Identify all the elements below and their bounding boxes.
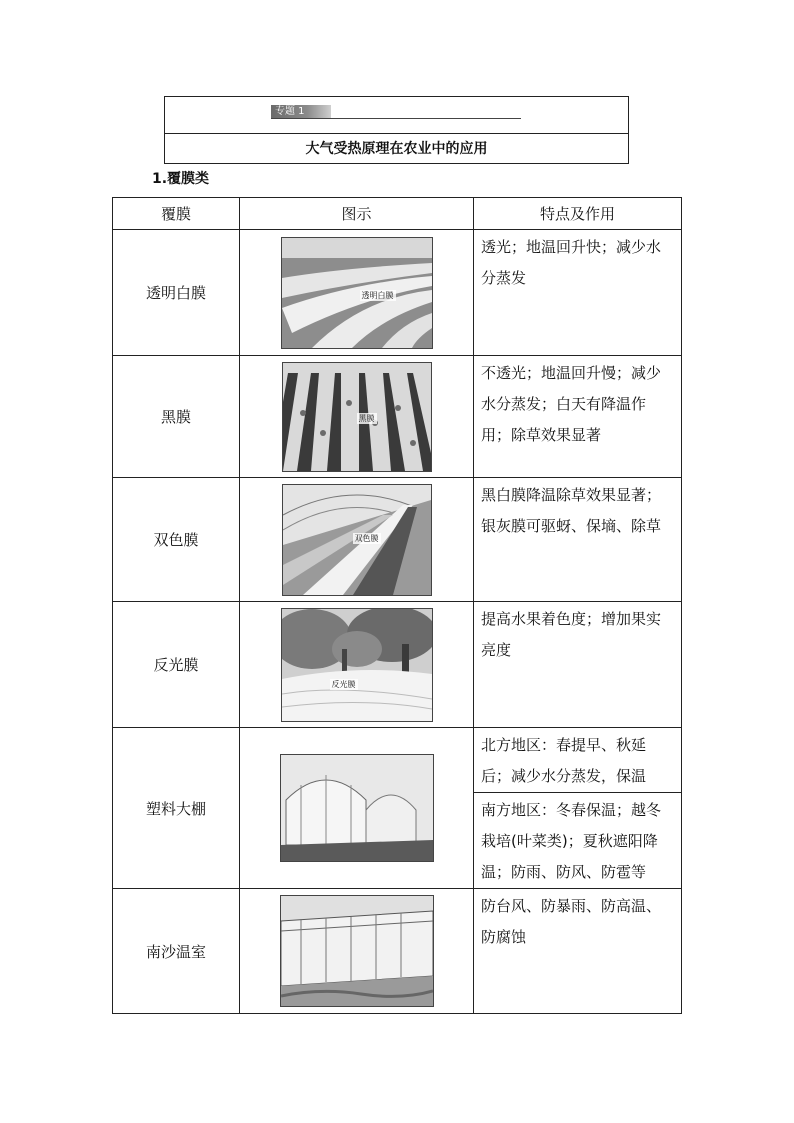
column-header: 覆膜 [113, 198, 240, 230]
column-header: 图示 [240, 198, 474, 230]
table-row [113, 728, 682, 793]
black-film-photo [282, 362, 432, 472]
column-header: 特点及作用 [474, 198, 682, 230]
topic-header [164, 96, 629, 164]
film-name: 双色膜 [113, 478, 240, 602]
reflective-film-photo [281, 608, 433, 722]
table-row [113, 356, 682, 478]
film-features: 北方地区：春提早、秋延后；减少水分蒸发，保温 [474, 728, 682, 793]
film-name: 透明白膜 [113, 230, 240, 356]
table-row [113, 230, 682, 356]
section-title: 1.覆膜类 [152, 171, 210, 187]
film-features: 不透光；地温回升慢；减少水分蒸发；白天有降温作用；除草效果显著 [474, 356, 682, 478]
film-image-cell [240, 356, 474, 478]
film-image-cell [240, 602, 474, 728]
film-image-cell [240, 728, 474, 889]
film-image-cell [240, 478, 474, 602]
film-name: 塑料大棚 [113, 728, 240, 889]
film-features: 透光；地温回升快；减少水分蒸发 [474, 230, 682, 356]
table-row [113, 889, 682, 1014]
photo-caption: 透明白膜 [361, 290, 394, 300]
dual-color-film-photo [282, 484, 432, 596]
film-features: 南方地区：冬春保温；越冬栽培(叶菜类)；夏秋遮阳降温；防雨、防风、防雹等 [474, 793, 682, 889]
tag-underline [271, 118, 521, 119]
film-features: 防台风、防暴雨、防高温、防腐蚀 [474, 889, 682, 1014]
film-image-cell [240, 889, 474, 1014]
film-name: 南沙温室 [113, 889, 240, 1014]
nansha-greenhouse-photo [280, 895, 434, 1007]
photo-caption: 反光膜 [331, 679, 356, 689]
film-name: 反光膜 [113, 602, 240, 728]
plastic-greenhouse-photo [280, 754, 434, 862]
table-row [113, 478, 682, 602]
table-row [113, 602, 682, 728]
topic-tag: 专题 1 [271, 105, 331, 119]
film-name: 黑膜 [113, 356, 240, 478]
film-features: 黑白膜降温除草效果显著；银灰膜可驱蚜、保墒、除草 [474, 478, 682, 602]
clear-film-photo [281, 237, 433, 349]
film-image-cell [240, 230, 474, 356]
photo-caption: 双色膜 [354, 533, 379, 543]
photo-caption: 黑膜 [358, 413, 375, 423]
film-features: 提高水果着色度；增加果实亮度 [474, 602, 682, 728]
film-table [112, 197, 682, 1014]
topic-title: 大气受热原理在农业中的应用 [305, 141, 488, 157]
table-header-row [113, 198, 682, 230]
